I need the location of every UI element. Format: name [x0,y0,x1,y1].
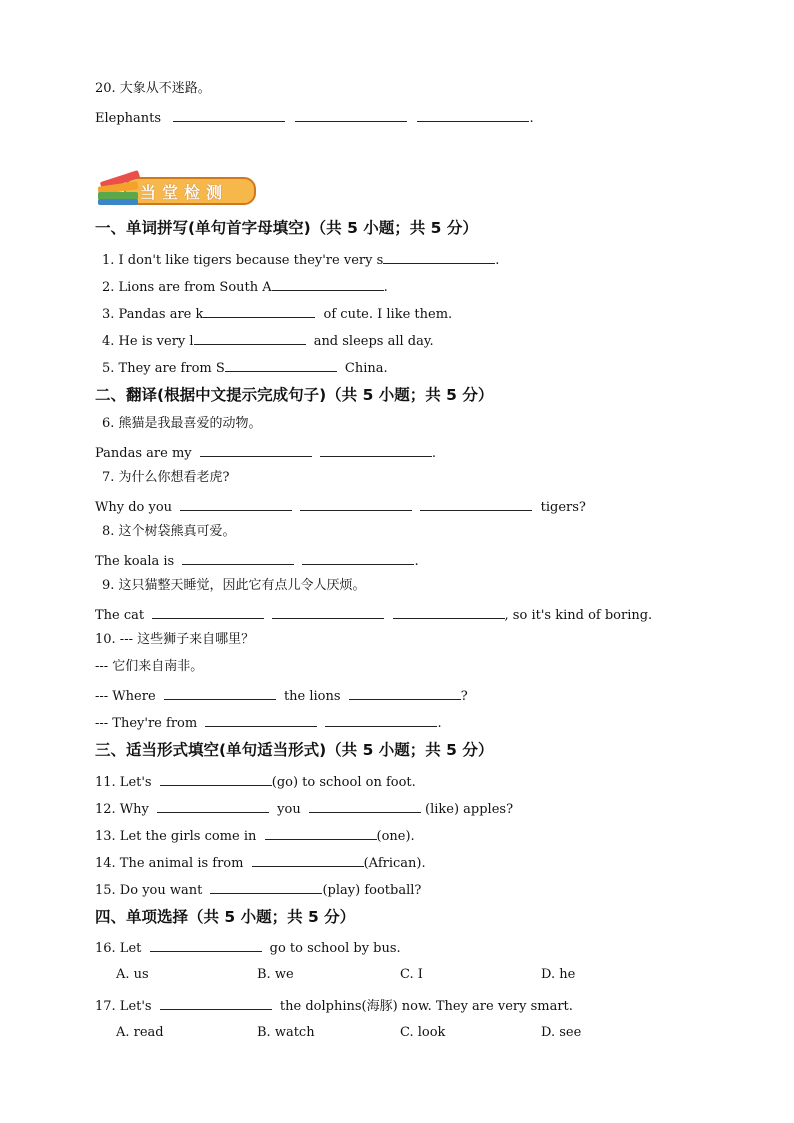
q12 [95,798,513,819]
q14-end: (African). [363,856,426,871]
q8-end: . [414,554,419,569]
q6-blank-2[interactable] [320,442,432,457]
q11-start: 11. Let's [95,775,152,790]
q17-option-b[interactable]: B. watch [257,1025,315,1040]
q7-blank-1[interactable] [180,496,292,511]
q20-blank-2[interactable] [295,107,407,122]
q3-text: 3. Pandas are k [102,307,204,322]
section-4-title: 四、单项选择（共 5 小题；共 5 分） [95,908,356,926]
badge-label: 当堂检测 [140,183,229,202]
q12-middle: you [277,802,301,817]
q11 [95,771,416,792]
q5 [102,357,388,378]
q20-answer-line [95,107,534,128]
q8-start: The koala is [95,554,175,569]
q5-text: 5. They are from S [102,361,225,376]
q16-option-a[interactable]: A. us [116,967,149,982]
q13-start: 13. Let the girls come in [95,829,257,844]
q17-option-c[interactable]: C. look [400,1025,446,1040]
q12-end: (like) apples? [425,802,514,817]
q12-start: 12. Why [95,802,149,817]
q16-end: go to school by bus. [269,941,401,956]
q8-answer-line [95,550,419,571]
q15-blank[interactable] [210,879,322,894]
q10-reply-start: --- They're from [95,716,198,731]
q20-end: . [529,111,534,126]
q15 [95,879,421,900]
q7-end: tigers? [540,500,586,515]
q17-end: the dolphins(海豚) now. They are very smart. [279,999,573,1014]
q4-text: 4. He is very l [102,334,194,349]
q2-end: . [383,280,388,295]
q2-text: 2. Lions are from South A [102,280,272,295]
q3-blank[interactable] [203,303,315,318]
q13-blank[interactable] [265,825,377,840]
q4 [102,330,434,351]
q9-blank-2[interactable] [272,604,384,619]
q7-start: Why do you [95,500,173,515]
q14-start: 14. The animal is from [95,856,244,871]
q10-blank-2[interactable] [349,685,461,700]
q8-prompt: 8. 这个树袋熊真可爱。 [102,524,236,539]
q6-answer-line [95,442,436,463]
q9-answer-line [95,604,652,625]
q16-option-c[interactable]: C. I [400,967,423,982]
q2-blank[interactable] [272,276,384,291]
q15-start: 15. Do you want [95,883,203,898]
q10-blank-4[interactable] [325,712,437,727]
q9-blank-1[interactable] [152,604,264,619]
q4-end: and sleeps all day. [313,334,434,349]
q10-blank-1[interactable] [164,685,276,700]
q20-start: Elephants [95,111,162,126]
q6-start: Pandas are my [95,446,192,461]
section-2-title: 二、翻译(根据中文提示完成句子)（共 5 小题；共 5 分） [95,386,494,404]
q7-answer-line [95,496,586,517]
q13 [95,825,415,846]
q10-answer-line-2 [95,712,442,733]
q4-blank[interactable] [194,330,306,345]
q16-option-d[interactable]: D. he [541,967,576,982]
q5-end: China. [344,361,388,376]
section-badge [96,172,258,206]
q10-reply-end: . [437,716,442,731]
q9-prompt: 9. 这只猫整天睡觉，因此它有点儿令人厌烦。 [102,578,366,593]
q15-end: (play) football? [322,883,422,898]
q8-blank-2[interactable] [302,550,414,565]
q12-blank-2[interactable] [309,798,421,813]
q6-blank-1[interactable] [200,442,312,457]
section-3-title: 三、适当形式填空(单句适当形式)（共 5 小题；共 5 分） [95,741,494,759]
q9-start: The cat [95,608,145,623]
q16 [95,937,401,958]
q6-end: . [431,446,437,461]
q7-prompt: 7. 为什么你想看老虎? [102,470,230,485]
q20-prompt: 20. 大象从不迷路。 [95,81,211,96]
q11-blank[interactable] [160,771,272,786]
q10-prompt-2: --- 它们来自南非。 [95,659,204,674]
q5-blank[interactable] [225,357,337,372]
q20-blank-1[interactable] [173,107,285,122]
q17-option-a[interactable]: A. read [116,1025,164,1040]
q10-end: ? [460,689,468,704]
q10-start: --- Where [95,689,156,704]
q3-end: of cute. I like them. [323,307,453,322]
q9-blank-3[interactable] [393,604,505,619]
q10-blank-3[interactable] [205,712,317,727]
q17-start: 17. Let's [95,999,152,1014]
q17-blank[interactable] [160,995,272,1010]
q10-prompt: 10. --- 这些狮子来自哪里？ [95,632,255,647]
q14-blank[interactable] [252,852,364,867]
q6-prompt: 6. 熊猫是我最喜爱的动物。 [102,416,262,431]
q9-end: , so it's kind of boring. [504,608,653,623]
q11-end: (go) to school on foot. [271,775,416,790]
q10-answer-line-1 [95,685,468,706]
q20-blank-3[interactable] [417,107,529,122]
q12-blank-1[interactable] [157,798,269,813]
q1 [102,249,499,270]
q8-blank-1[interactable] [182,550,294,565]
q16-option-b[interactable]: B. we [257,967,294,982]
q1-blank[interactable] [383,249,495,264]
q14 [95,852,426,873]
q17-option-d[interactable]: D. see [541,1025,582,1040]
section-1-title: 一、单词拼写(单句首字母填空)（共 5 小题；共 5 分） [95,219,478,237]
q16-start: 16. Let [95,941,142,956]
q17 [95,995,573,1016]
q10-middle: the lions [283,689,341,704]
q1-end: . [495,253,500,268]
q16-blank[interactable] [150,937,262,952]
q7-blank-2[interactable] [300,496,412,511]
q2 [102,276,388,297]
q1-text: 1. I don't like tigers because they're very s [102,253,384,268]
q3 [102,303,452,324]
q13-end: (one). [376,829,415,844]
q7-blank-3[interactable] [420,496,532,511]
